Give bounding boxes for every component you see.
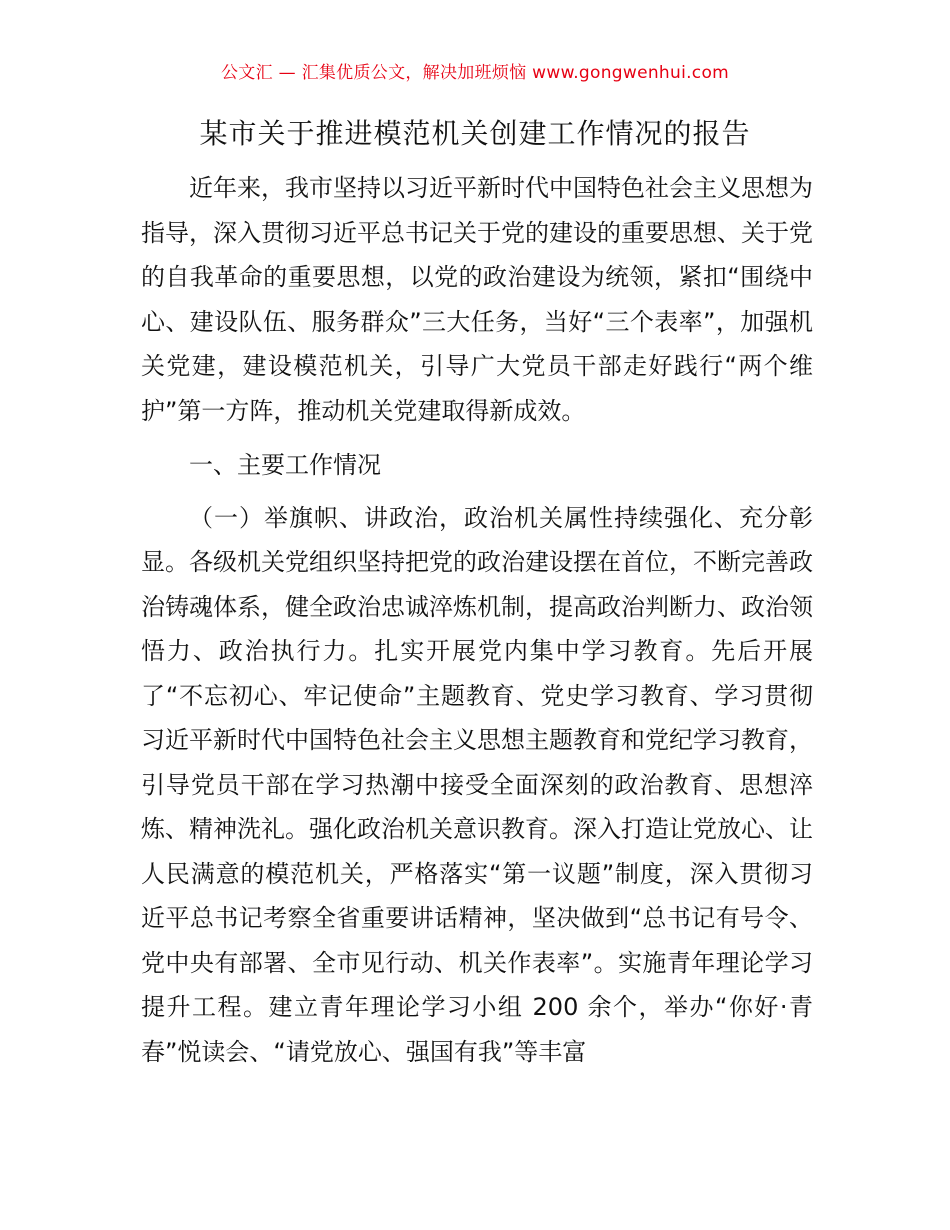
body-paragraph: （一）举旗帜、讲政治，政治机关属性持续强化、充分彰显。各级机关党组织坚持把党的政治建设摆在首位，不断完善政治铸魂体系，健全政治忠诚淬炼机制，提高政治判断力、政治领悟力、政治执行力。扎实开展党内集中学习教育。先后开展了“不忘初心、牢记使命”主题教育、党史学习教育、学习贯彻习近平新时代中国特色社会主义思想主题教育和党纪学习教育，引导党员干部在学习热潮中接受全面深刻的政治教育、思想淬炼、精神洗礼。强化政治机关意识教育。深入打造让党放心、让人民满意的模范机关，严格落实“第一议题”制度，深入贯彻习近平总书记考察全省重要讲话精神，坚决做到“总书记有号令、党中央有部署、全市见行动、机关作表率”。实施青年理论学习提升工程。建立青年理论学习小组 200 余个，举办“你好·青春”悦读会、“请党放心、强国有我”等丰富 [141,503,813,1066]
section-heading: 一、主要工作情况 [189,451,381,479]
site-header-banner: 公文汇 — 汇集优质公文，解决加班烦恼 www.gongwenhui.com [220,63,730,83]
document-title: 某市关于推进模范机关创建工作情况的报告 [199,117,751,150]
document-body [141,166,813,1074]
intro-paragraph: 近年来，我市坚持以习近平新时代中国特色社会主义思想为指导，深入贯彻习近平总书记关于党的建设的重要思想、关于党的自我革命的重要思想，以党的政治建设为统领，紧扣“围绕中心、建设队伍、服务群众”三大任务，当好“三个表率”，加强机关党建，建设模范机关，引导广大党员干部走好践行“两个维护”第一方阵，推动机关党建取得新成效。 [141,174,813,425]
